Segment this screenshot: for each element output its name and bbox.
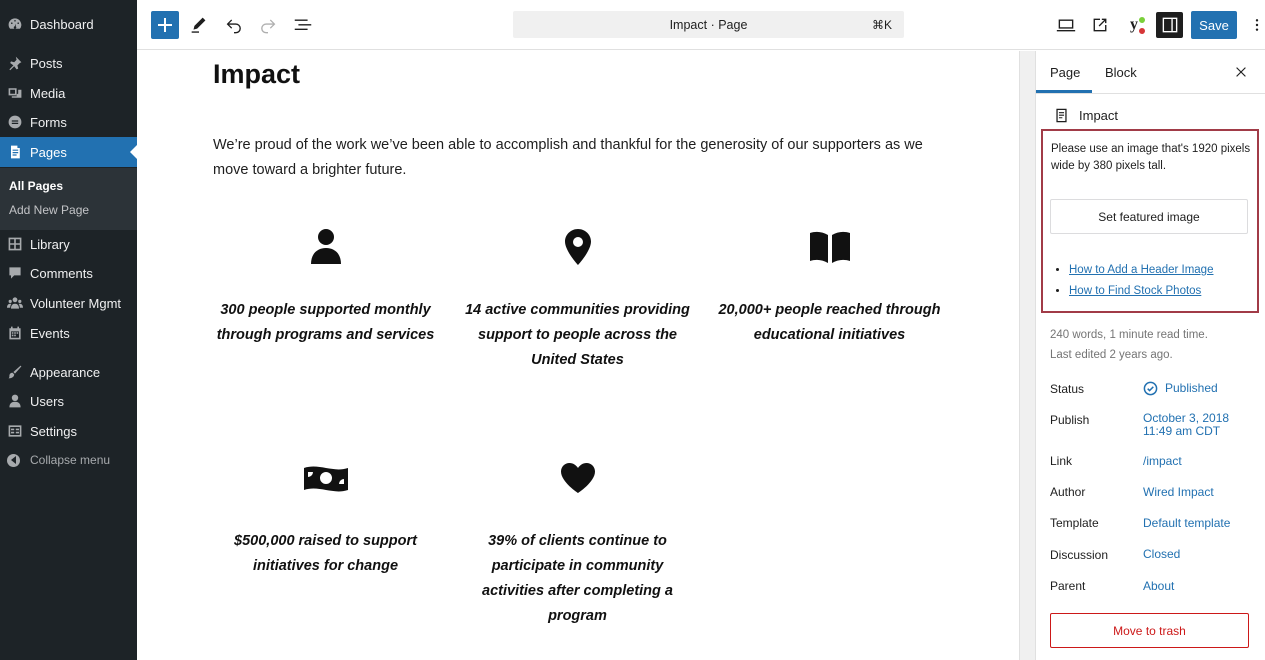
save-button[interactable]: Save [1191, 11, 1237, 39]
preview-button[interactable] [1055, 14, 1077, 36]
featured-image-section [1041, 129, 1259, 313]
parent-value[interactable]: About [1143, 579, 1175, 593]
page-title[interactable]: Impact [213, 59, 301, 89]
comment-icon [6, 265, 23, 282]
divider [1036, 93, 1265, 94]
undo-button[interactable] [223, 14, 245, 36]
pencil-icon [188, 14, 210, 36]
sidebar-item-pages[interactable] [0, 137, 137, 167]
template-label: Template [1050, 516, 1099, 530]
document-summary-title: Impact [1079, 108, 1119, 123]
plus-icon [155, 15, 175, 35]
sidebar-item-appearance[interactable] [0, 357, 137, 387]
sidebar-item-label: Pages [30, 144, 67, 160]
stat-text: 14 active communities providing support to people across the United States [465, 302, 690, 368]
publish-date: October 3, 2018 [1143, 411, 1230, 425]
sidebar-item-label: Events [30, 325, 70, 341]
redo-button[interactable] [257, 14, 279, 36]
yoast-icon: y [1130, 16, 1138, 33]
grid-icon [6, 236, 23, 253]
sidebar-item-label: Comments [30, 265, 93, 281]
sidebar-item-label: Volunteer Mgmt [30, 295, 122, 311]
publish-date-value[interactable] [1143, 412, 1229, 438]
sidebar-item-posts[interactable] [0, 48, 137, 78]
admin-sidebar [0, 0, 137, 660]
add-block-button[interactable] [151, 11, 179, 39]
list-item [1069, 281, 1213, 302]
view-page-button[interactable] [1089, 14, 1111, 36]
close-panel-button[interactable] [1233, 64, 1249, 80]
sidebar-item-label: Dashboard [30, 16, 94, 32]
sidebar-item-label: Settings [30, 423, 77, 439]
tools-button[interactable] [188, 14, 210, 36]
status-text: Published [1165, 381, 1218, 395]
settings-icon [6, 423, 23, 440]
document-bar[interactable] [513, 11, 904, 38]
sidebar-item-volunteer-mgmt[interactable] [0, 288, 137, 318]
settings-panel [1035, 51, 1265, 660]
last-edited: Last edited 2 years ago. [1050, 349, 1173, 361]
template-value[interactable]: Default template [1143, 516, 1231, 530]
sidebar-item-comments[interactable] [0, 258, 137, 288]
collapse-menu-label: Collapse menu [30, 453, 111, 467]
list-view-icon [292, 14, 314, 36]
help-links [1069, 260, 1213, 302]
group-icon [6, 295, 23, 312]
move-to-trash-button[interactable]: Move to trash [1050, 613, 1249, 648]
book-icon [712, 227, 947, 267]
link-label: Link [1050, 454, 1073, 468]
stat-column[interactable] [208, 227, 443, 348]
sidebar-item-media[interactable] [0, 78, 137, 108]
collapse-menu-button[interactable] [0, 445, 137, 475]
set-featured-image-button[interactable]: Set featured image [1050, 199, 1248, 234]
submenu-add-new-page[interactable]: Add New Page [9, 203, 90, 217]
sidebar-item-users[interactable] [0, 386, 137, 416]
status-label: Status [1050, 382, 1085, 396]
command-shortcut: ⌘K [871, 17, 892, 32]
document-title: Impact · Page [669, 17, 748, 32]
sidebar-item-events[interactable] [0, 318, 137, 348]
help-link-stock-photos[interactable]: How to Find Stock Photos [1069, 285, 1202, 297]
sidebar-icon [1159, 14, 1181, 36]
location-pin-icon [460, 227, 695, 267]
link-value[interactable]: /impact [1143, 454, 1182, 468]
external-link-icon [1089, 14, 1111, 36]
sidebar-item-label: Library [30, 236, 70, 252]
pages-icon [6, 144, 23, 161]
editor-canvas[interactable] [137, 51, 1019, 660]
document-summary [1053, 107, 1118, 124]
pin-icon [6, 55, 23, 72]
sidebar-item-label: Forms [30, 114, 67, 130]
canvas-scrollbar[interactable] [1019, 51, 1035, 660]
publish-label: Publish [1050, 413, 1090, 427]
stat-column[interactable] [712, 227, 947, 348]
published-check-icon [1143, 381, 1158, 396]
sidebar-item-label: Media [30, 85, 66, 101]
sidebar-item-label: Posts [30, 55, 63, 71]
sidebar-item-dashboard[interactable] [0, 9, 137, 39]
parent-label: Parent [1050, 579, 1086, 593]
stat-text: $500,000 raised to support initiatives for change [234, 533, 417, 574]
publish-time: 11:49 am CDT [1143, 424, 1221, 438]
author-label: Author [1050, 485, 1086, 499]
heart-icon [460, 458, 695, 498]
sidebar-item-label: Appearance [30, 364, 101, 380]
yoast-seo-button[interactable] [1122, 13, 1146, 37]
collapse-arrow-icon [7, 454, 20, 467]
sidebar-item-library[interactable] [0, 229, 137, 259]
editor-toolbar [137, 0, 1265, 50]
word-count: 240 words, 1 minute read time. [1050, 329, 1208, 341]
post-meta-info [1050, 325, 1208, 365]
author-value[interactable]: Wired Impact [1143, 485, 1214, 499]
discussion-label: Discussion [1050, 548, 1109, 562]
sidebar-item-label: Users [30, 393, 64, 409]
discussion-value[interactable]: Closed [1143, 547, 1181, 561]
sidebar-item-settings[interactable] [0, 416, 137, 446]
media-icon [6, 85, 23, 102]
dashboard-icon [6, 16, 23, 33]
forms-icon [6, 114, 23, 131]
submenu-all-pages[interactable]: All Pages [9, 179, 64, 193]
help-link-header-image[interactable]: How to Add a Header Image [1069, 264, 1214, 276]
list-item [1069, 260, 1213, 281]
user-icon [6, 393, 23, 410]
redo-icon [257, 14, 279, 36]
stat-column[interactable] [460, 227, 695, 373]
tab-page[interactable]: Page [1050, 65, 1081, 80]
stat-column[interactable] [208, 458, 443, 579]
options-button[interactable] [1249, 14, 1265, 36]
close-icon [1233, 64, 1249, 80]
stat-text: 300 people supported monthly through programs and services [216, 302, 435, 343]
sidebar-item-forms[interactable] [0, 107, 137, 137]
desktop-icon [1055, 14, 1077, 36]
current-page-arrow [130, 145, 137, 159]
person-icon [208, 227, 443, 267]
pages-submenu [0, 168, 137, 230]
undo-icon [223, 14, 245, 36]
page-icon [1053, 107, 1070, 124]
stat-column[interactable] [460, 458, 695, 629]
money-icon [208, 458, 443, 498]
more-vertical-icon [1249, 14, 1265, 36]
readability-status-dot [1139, 28, 1145, 34]
stat-text: 20,000+ people reached through educational initiatives [718, 302, 941, 343]
document-overview-button[interactable] [292, 14, 314, 36]
calendar-icon [6, 325, 23, 342]
settings-panel-toggle[interactable] [1156, 12, 1183, 38]
tab-block[interactable]: Block [1105, 65, 1137, 80]
stat-text: 39% of clients continue to participate in community activities after completing a program [482, 533, 673, 624]
brush-icon [6, 364, 23, 381]
seo-status-dot [1139, 17, 1145, 23]
featured-image-note: Please use an image that's 1920 pixels wide by 380 pixels tall. [1051, 143, 1251, 172]
intro-paragraph[interactable]: We’re proud of the work we’ve been able to accomplish and thankful for the generosity of our supporters as we move toward a brighter future. [213, 137, 923, 178]
status-value[interactable] [1143, 381, 1218, 396]
